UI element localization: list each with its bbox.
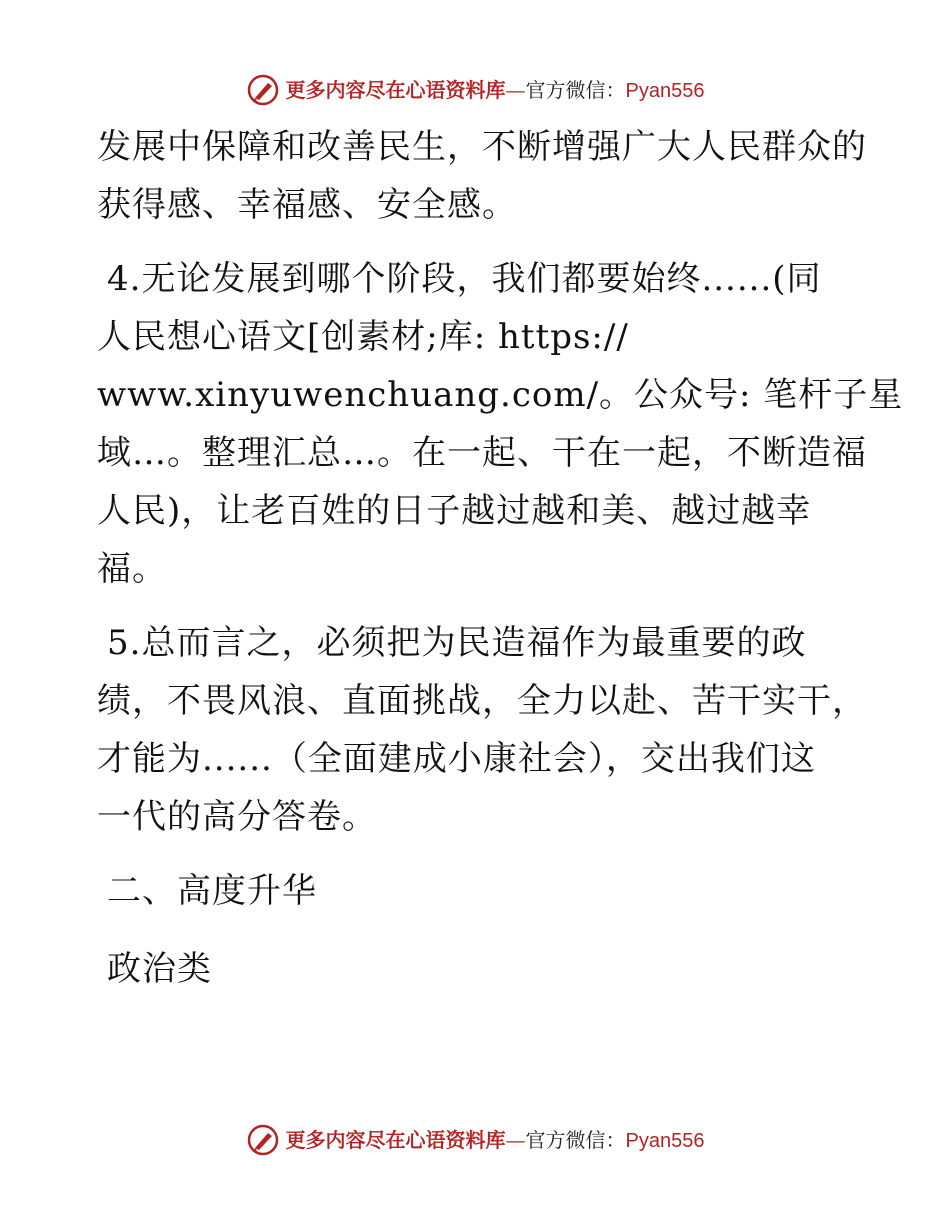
footer-text — [285, 1127, 705, 1152]
footer-wechat-id: Pyan556 — [625, 1129, 705, 1152]
paragraph-1 — [97, 118, 867, 234]
header-wechat-label: 官方微信： — [525, 77, 626, 102]
paragraph-3 — [97, 614, 867, 846]
text-line: 5.总而言之，必须把为民造福作为最重要的政 — [107, 623, 807, 663]
pen-quill-logo-icon — [246, 1123, 280, 1157]
text-line: 获得感、幸福感、安全感。 — [97, 185, 517, 225]
text-line: 4.无论发展到哪个阶段，我们都要始终......(同 — [107, 259, 822, 299]
header-dash: — — [505, 77, 526, 102]
text-line: 域…。整理汇总…。在一起、干在一起，不断造福 — [97, 433, 867, 473]
section-title: 二、高度升华 — [107, 871, 317, 911]
subsection-title: 政治类 — [107, 949, 212, 989]
page-header — [0, 70, 950, 110]
text-line: 人民)，让老百姓的日子越过越和美、越过越幸 — [97, 491, 812, 531]
text-line: 发展中保障和改善民生，不断增强广大人民群众的 — [97, 127, 867, 167]
text-line: 才能为......（全面建成小康社会），交出我们这 — [97, 739, 816, 779]
pen-quill-logo-icon — [246, 73, 280, 107]
header-main-text: 更多内容尽在心语资料库 — [285, 77, 506, 102]
text-line: 绩，不畏风浪、直面挑战，全力以赴、苦干实干， — [97, 681, 867, 721]
header-wechat-id: Pyan556 — [625, 79, 705, 102]
paragraph-2 — [97, 250, 904, 598]
footer-wechat-label: 官方微信： — [525, 1127, 626, 1152]
text-line: 福。 — [97, 549, 167, 589]
header-text — [285, 77, 705, 102]
page-footer — [0, 1120, 950, 1160]
document-body — [97, 118, 904, 1018]
footer-dash: — — [505, 1127, 526, 1152]
text-line: 一代的高分答卷。 — [97, 797, 377, 837]
text-line: www.xinyuwenchuang.com/。公众号: 笔杆子星 — [97, 375, 904, 415]
text-line: 人民想心语文[创素材;库: https:// — [97, 317, 629, 357]
footer-main-text: 更多内容尽在心语资料库 — [285, 1127, 506, 1152]
